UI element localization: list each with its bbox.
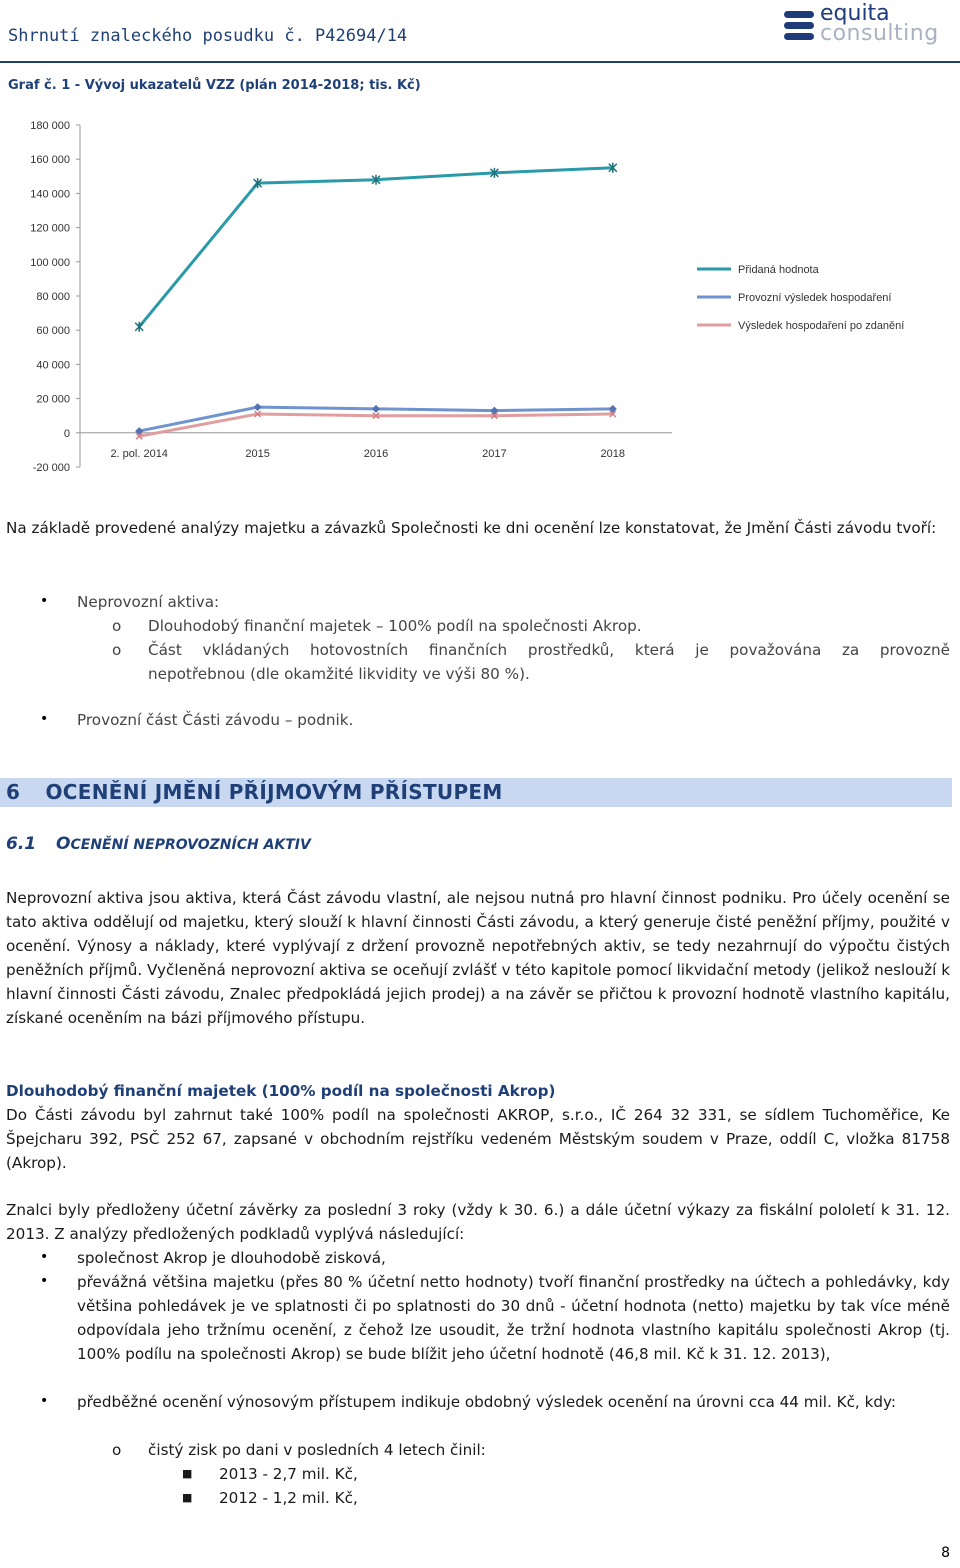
- square-bullet: ■: [182, 1467, 193, 1480]
- equita-logo: [782, 3, 952, 51]
- section-6-1-number: 6.1: [6, 834, 37, 854]
- vzz-line-chart: [0, 105, 960, 477]
- data-point: [372, 405, 380, 413]
- y-tick-label: 140 000: [30, 188, 70, 201]
- y-tick-label: 40 000: [36, 359, 70, 372]
- legend-label-1: Provozní výsledek hospodaření: [738, 292, 892, 304]
- y-tick-label: 20 000: [36, 393, 70, 406]
- legend-label-2: Výsledek hospodaření po zdanění: [738, 320, 905, 332]
- legend-label-0: Přidaná hodnota: [738, 264, 819, 276]
- section-6-title: OCENĚNÍ JMĚNÍ PŘÍJMOVÝM PŘÍSTUPEM: [45, 780, 503, 804]
- x-tick-label: 2018: [600, 448, 626, 460]
- sub-marker: o: [112, 617, 122, 635]
- section-6-1-title-rest: CENĚNÍ NEPROVOZNÍCH AKTIV: [70, 837, 311, 853]
- list-item-assets: převážná většina majetku (přes 80 % účetní netto hodnoty) tvoří finanční prostředky na účtech a pohledávky, kdy většina pohledávek je ve splatnosti či po splatnosti do 30 dnů - účetní hodnota (netto) majetku by tak více méně odpovídala jeho tržnímu ocenění, z čehož lze usoudit, že tržní hodnota vlastního kapitálu společnosti Akrop (tj. 100% podílu na společnosti Akrop) se bude blížit jeho účetní hodnotě (46,8 mil. Kč k 31. 12. 2013),: [77, 1273, 950, 1363]
- section-6-1-title-cap: O: [56, 834, 71, 854]
- y-tick-label: 120 000: [30, 222, 70, 235]
- x-tick-label: 2017: [482, 448, 507, 460]
- section-6-heading: [6, 780, 503, 804]
- document-header-title: Shrnutí znaleckého posudku č. P42694/14: [8, 26, 408, 46]
- bullet: •: [40, 1249, 49, 1265]
- x-tick-label: 2. pol. 2014: [110, 448, 168, 460]
- data-point: [254, 403, 262, 411]
- y-tick-label: 80 000: [36, 291, 70, 303]
- bullet: •: [40, 711, 49, 727]
- x-tick-label: 2015: [245, 448, 270, 460]
- profit-2012: 2012 - 1,2 mil. Kč,: [219, 1489, 358, 1507]
- dfm-paragraph: Do Části závodu byl zahrnut také 100% podíl na společnosti AKROP, s.r.o., IČ 264 32 331, se sídlem Tuchoměřice, Ke Špejcharu 392, PSČ 252 67, zapsané v obchodním rejstříku vedeném Městským soudem v Praze, oddíl C, vložka 81758 (Akrop).: [6, 1106, 950, 1172]
- sub-item-net-profit: čistý zisk po dani v posledních 4 letech činil:: [148, 1441, 486, 1459]
- x-tick-label: 2016: [363, 448, 389, 460]
- data-point: [135, 322, 143, 332]
- y-tick-label: 160 000: [30, 154, 70, 167]
- section-6-number: 6: [6, 780, 21, 804]
- logo-text-consulting: consulting: [820, 21, 939, 46]
- intro-paragraph: Na základě provedené analýzy majetku a závazků Společnosti ke dni ocenění lze konstatovat, že Jmění Části závodu tvoří:: [6, 519, 937, 537]
- bullet: •: [40, 593, 49, 609]
- logo-text-equita: equita: [820, 1, 890, 26]
- page-number: 8: [941, 1545, 950, 1561]
- sub-marker: o: [112, 641, 122, 659]
- documents-paragraph: Znalci byly předloženy účetní závěrky za poslední 3 roky (vždy k 30. 6.) a dále účetní výkazy za fiskální pololetí k 31. 12. 2013. Z analýzy předložených podkladů vyplývá následující:: [6, 1201, 950, 1243]
- list-item-valuation: předběžné ocenění výnosovým přístupem indikuje obdobný výsledek ocenění na úrovni cca 44 mil. Kč, kdy:: [77, 1393, 897, 1411]
- chart-caption: Graf č. 1 - Vývoj ukazatelů VZZ (plán 2014-2018; tis. Kč): [8, 78, 421, 93]
- section-6-1-heading: [6, 834, 311, 854]
- bullet: •: [40, 1393, 49, 1409]
- sub-item-financial-asset: Dlouhodobý finanční majetek – 100% podíl na společnosti Akrop.: [148, 617, 642, 635]
- series-line-0: [139, 168, 613, 327]
- y-tick-label: 0: [63, 427, 70, 440]
- sub-item-cash-line2: nepotřebnou (dle okamžité likvidity ve výši 80 %).: [148, 665, 530, 683]
- nonoperating-paragraph: Neprovozní aktiva jsou aktiva, která Část závodu vlastní, ale nejsou nutná pro hlavní činnost podniku. Pro účely ocenění se tato aktiva oddělují od majetku, který slouží k hlavní činnosti Části závodu, a který generuje čisté peněžní příjmy, použité v ocenění. Výnosy a náklady, které vyplývají z držení provozně nepotřebných aktiv, se tedy nezahrnují do výpočtu čistých peněžních příjmů. Vyčleněná neprovozní aktiva se oceňují zvlášť v této kapitole pomocí likvidační metody (jelikož neslouží k hlavní činnosti Části závodu, Znalec předpokládá jejich prodej) a na závěr se přičtou k provozní hodnotě vlastního kapitálu, získané oceněním na bázi příjmového přístupu.: [6, 889, 950, 1027]
- y-tick-label: 100 000: [30, 256, 70, 269]
- header-divider: [0, 61, 960, 63]
- list-item-operating-part: Provozní část Části závodu – podnik.: [77, 711, 354, 729]
- logo-icon: [782, 7, 818, 47]
- y-tick-label: -20 000: [32, 462, 70, 474]
- bullet: •: [40, 1273, 49, 1289]
- sub-marker: o: [112, 1441, 122, 1459]
- square-bullet: ■: [182, 1491, 193, 1504]
- dfm-heading: Dlouhodobý finanční majetek (100% podíl na společnosti Akrop): [6, 1082, 556, 1100]
- y-tick-label: 60 000: [36, 325, 70, 338]
- profit-2013: 2013 - 2,7 mil. Kč,: [219, 1465, 358, 1483]
- y-tick-label: 180 000: [30, 120, 70, 132]
- list-item-profitable: společnost Akrop je dlouhodobě zisková,: [77, 1249, 386, 1267]
- list-item-nonoperating-assets: Neprovozní aktiva:: [77, 593, 220, 611]
- sub-item-cash-line1: Část vkládaných hotovostních finančních prostředků, která je považována za provozně: [148, 641, 950, 659]
